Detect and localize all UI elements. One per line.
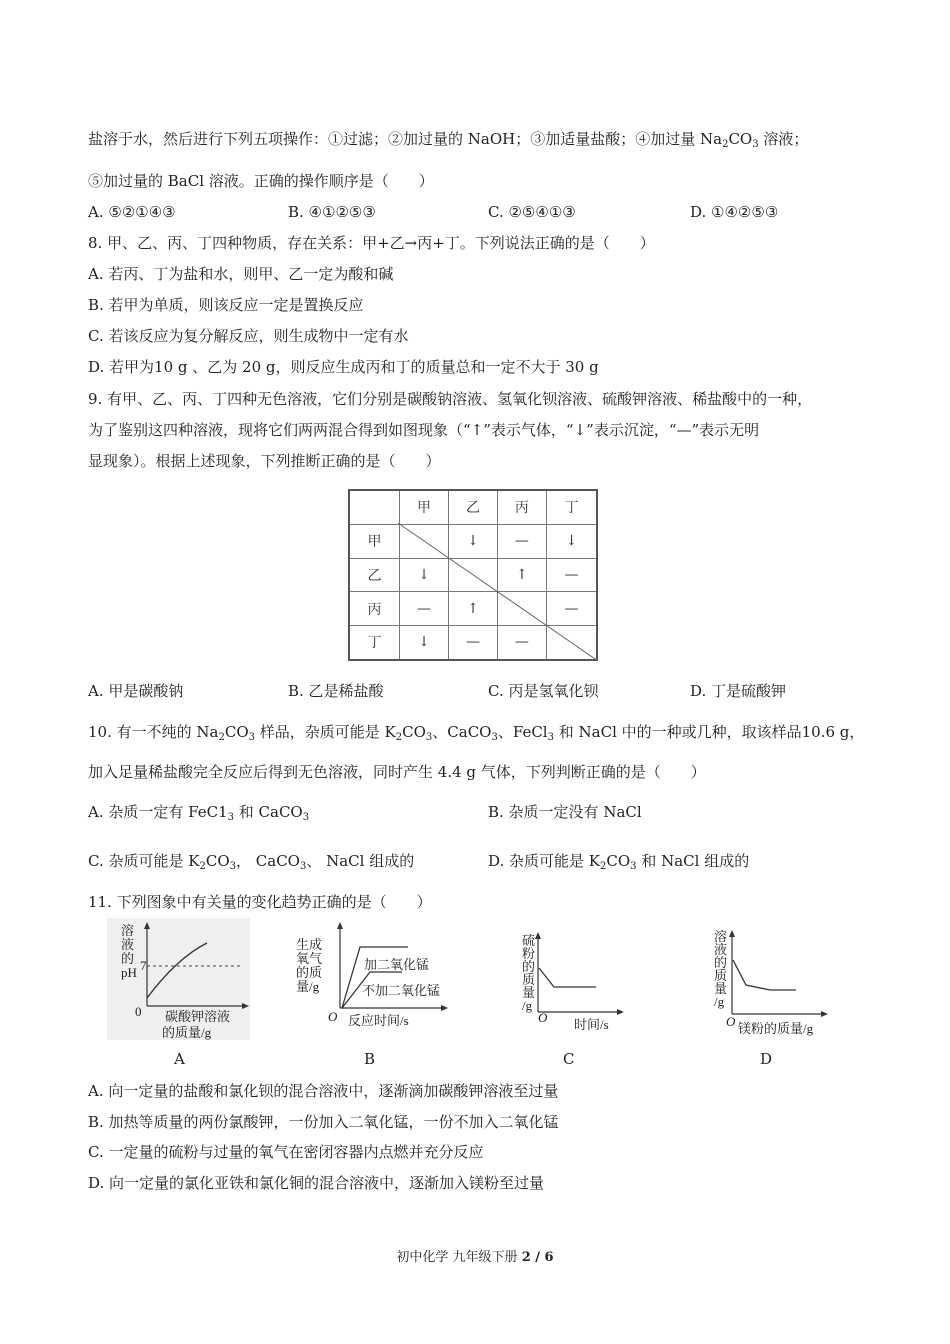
table-header: 丙 — [497, 490, 546, 524]
graph-b — [296, 918, 451, 1030]
q11-stem: 11. 下列图象中有关量的变化趋势正确的是（ ） — [88, 893, 432, 911]
graph-b-xlabel: 反应时间/s — [348, 1013, 409, 1028]
q9-option-c[interactable]: C. 丙是氢氧化钡 — [488, 682, 599, 700]
graph-a-tick-7: 7 — [140, 958, 147, 973]
footer-text: 初中化学 九年级下册 — [396, 1250, 522, 1265]
table-cell: ↓ — [400, 625, 449, 660]
table-header: 甲 — [400, 490, 449, 524]
table-cell: ↓ — [449, 524, 498, 558]
q10-stem-line1: 10. 有一不纯的 $Na_2CO_3$ 样品，杂质可能是 $K_2CO_3$、CaCO$_3$、FeCl$_3$ 和 NaCl 中的一种或几种，取该样品10.6 g， — [88, 723, 865, 743]
table-header: 丁 — [546, 490, 597, 524]
q7-option-a[interactable]: A. ⑤②①④③ — [88, 203, 176, 221]
q10-stem-line2: 加入足量稀盐酸完全反应后得到无色溶液，同时产生 4.4 g 气体，下列判断正确的是（ ） — [88, 763, 706, 781]
table-cell: — — [400, 592, 449, 626]
graph-d — [710, 928, 830, 1036]
q10-option-c[interactable]: C. 杂质可能是 $K_2CO_3$， CaCO$_3$、 NaCl 组成的 — [88, 852, 415, 872]
graph-c-origin: O — [538, 1010, 548, 1025]
table-cell: — — [497, 625, 546, 660]
table-diagonal-line — [348, 489, 598, 661]
graph-c-xlabel: 时间/s — [574, 1017, 609, 1032]
q8-option-b[interactable]: B. 若甲为单质，则该反应一定是置换反应 — [88, 296, 364, 314]
q9-option-a[interactable]: A. 甲是碳酸钠 — [88, 682, 184, 700]
q10-option-b[interactable]: B. 杂质一定没有 NaCl — [488, 803, 642, 821]
graph-c — [516, 930, 626, 1032]
q11-option-d[interactable]: D. 向一定量的氯化亚铁和氯化铜的混合溶液中，逐渐加入镁粉至过量 — [88, 1174, 545, 1192]
graph-a-xlabel-unit: 的质量/g — [162, 1025, 212, 1040]
table-cell: ↑ — [449, 592, 498, 626]
table-row-header: 甲 — [349, 524, 400, 558]
graph-label-d: D — [760, 1050, 773, 1068]
q8-option-c[interactable]: C. 若该反应为复分解反应，则生成物中一定有水 — [88, 327, 409, 345]
table-row-header: 乙 — [349, 558, 400, 592]
graph-label-c: C — [563, 1050, 575, 1068]
graph-a-xlabel: 碳酸钾溶液 — [165, 1009, 231, 1024]
graph-a-ylabel: 溶 液 的 pH — [121, 923, 137, 980]
graph-b-curve1-label: 加二氧化锰 — [364, 957, 430, 972]
table-cell: ↓ — [546, 524, 597, 558]
q10-option-d[interactable]: D. 杂质可能是 $K_2CO_3$ 和 NaCl 组成的 — [488, 852, 750, 872]
graph-d-ylabel: 溶 液 的 质 量 /g — [714, 929, 728, 1009]
page-number: 2 / 6 — [521, 1250, 554, 1265]
table-cell: — — [497, 524, 546, 558]
q9-stem-line3: 显现象）。根据上述现象，下列推断正确的是（ ） — [88, 452, 441, 470]
q11-option-a[interactable]: A. 向一定量的盐酸和氯化钡的混合溶液中，逐渐滴加碳酸钾溶液至过量 — [88, 1082, 559, 1100]
graph-a — [107, 918, 250, 1040]
graph-b-ylabel: 生成 氧气 的质 量/g — [296, 937, 323, 994]
table-cell: ↓ — [400, 558, 449, 592]
q7-stem-line2: ⑤加过量的 BaCl 溶液。正确的操作顺序是（ ） — [88, 172, 434, 190]
page-footer — [0, 1246, 950, 1265]
table-cell: — — [546, 592, 597, 626]
graph-label-a: A — [174, 1050, 185, 1068]
q8-stem: 8. 甲、乙、丙、丁四种物质，存在关系：甲+乙→丙+丁。下列说法正确的是（ ） — [88, 234, 655, 252]
q10-option-a[interactable]: A. 杂质一定有 $FeC1_3$ 和 CaCO$_3$ — [88, 803, 310, 823]
q9-stem-line1: 9. 有甲、乙、丙、丁四种无色溶液，它们分别是碳酸钠溶液、氢氧化钡溶液、硫酸钾溶液、稀盐酸中的一种， — [88, 390, 813, 408]
table-cell: — — [449, 625, 498, 660]
q9-option-b[interactable]: B. 乙是稀盐酸 — [288, 682, 384, 700]
graph-label-b: B — [364, 1050, 376, 1068]
table-cell: — — [546, 558, 597, 592]
table-cell: ↑ — [497, 558, 546, 592]
graph-d-xlabel: 镁粉的质量/g — [738, 1021, 814, 1036]
q11-option-c[interactable]: C. 一定量的硫粉与过量的氧气在密闭容器内点燃并充分反应 — [88, 1143, 484, 1161]
table-header: 乙 — [449, 490, 498, 524]
q7-stem-line1: 盐溶于水，然后进行下列五项操作：①过滤；②加过量的 NaOH；③加适量盐酸；④加过量 $Na_2CO_3$ 溶液； — [88, 130, 809, 150]
graph-a-origin: 0 — [135, 1004, 142, 1019]
q11-option-b[interactable]: B. 加热等质量的两份氯酸钾，一份加入二氧化锰，一份不加入二氧化锰 — [88, 1113, 559, 1131]
graph-b-curve2-label: 不加二氧化锰 — [362, 983, 441, 998]
q7-option-b[interactable]: B. ④①②⑤③ — [288, 203, 376, 221]
table-row-header: 丙 — [349, 592, 400, 626]
q7-option-d[interactable]: D. ①④②⑤③ — [690, 203, 779, 221]
graph-d-origin: O — [726, 1014, 736, 1029]
graph-c-ylabel: 硫 粉 的 质 量 /g — [522, 933, 536, 1013]
table-row-header: 丁 — [349, 625, 400, 660]
q9-option-d[interactable]: D. 丁是硫酸钾 — [690, 682, 787, 700]
q7-option-c[interactable]: C. ②⑤④①③ — [488, 203, 576, 221]
graph-b-origin: O — [328, 1009, 338, 1024]
q8-option-d[interactable]: D. 若甲为10 g 、乙为 20 g，则反应生成丙和丁的质量总和一定不大于 30 g — [88, 358, 599, 376]
q8-option-a[interactable]: A. 若丙、丁为盐和水，则甲、乙一定为酸和碱 — [88, 265, 394, 283]
q9-stem-line2: 为了鉴别这四种溶液，现将它们两两混合得到如图现象（“↑”表示气体，“↓”表示沉淀，“—”表示无明 — [88, 421, 760, 439]
